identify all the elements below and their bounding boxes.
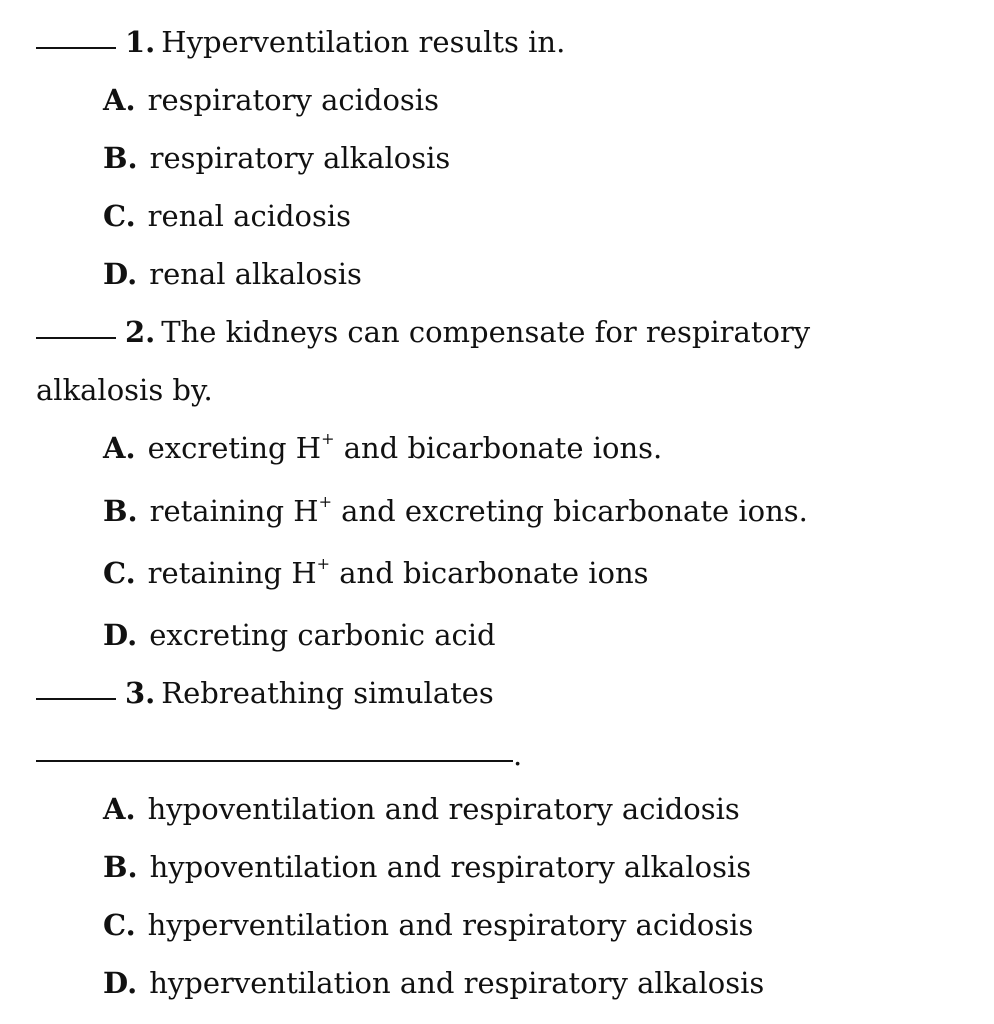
superscript-plus: + <box>316 554 331 574</box>
question-number: 1. <box>125 25 156 59</box>
option-text: hypoventilation and respiratory acidosis <box>147 792 740 826</box>
option-text: excreting carbonic acid <box>149 618 496 652</box>
option-letter: C. <box>103 556 136 590</box>
option-d <box>103 256 362 292</box>
option-text: hypoventilation and respiratory alkalosis <box>149 850 752 884</box>
option-d <box>103 965 764 1001</box>
fill-in-blank[interactable] <box>36 760 513 762</box>
question-stem: Rebreathing simulates <box>161 676 494 710</box>
option-letter: C. <box>103 199 136 233</box>
option-letter: D. <box>103 257 138 291</box>
option-letter: A. <box>103 431 136 465</box>
option-text: excreting H <box>147 431 322 465</box>
option-a <box>103 791 740 827</box>
option-text: retaining H <box>147 556 317 590</box>
option-letter: B. <box>103 850 138 884</box>
option-b <box>103 140 450 176</box>
question-number: 2. <box>125 315 156 349</box>
superscript-plus: + <box>318 492 332 512</box>
blank-period: . <box>513 738 523 772</box>
question-2-stem-continued <box>36 372 213 408</box>
answer-blank[interactable] <box>36 47 116 49</box>
option-text: respiratory acidosis <box>147 83 439 117</box>
option-letter: A. <box>103 792 136 826</box>
superscript-plus: + <box>321 429 335 449</box>
question-3-fill-line <box>36 737 522 773</box>
question-2-line <box>36 314 810 350</box>
answer-blank[interactable] <box>36 698 116 700</box>
option-text: renal acidosis <box>147 199 352 233</box>
option-text: retaining H <box>149 494 319 528</box>
option-letter: C. <box>103 908 136 942</box>
option-text-rest: and bicarbonate ions. <box>334 431 663 465</box>
option-b <box>103 849 751 885</box>
option-letter: D. <box>103 966 138 1000</box>
question-1-line <box>36 24 565 60</box>
option-b <box>103 493 808 529</box>
option-a <box>103 430 662 466</box>
option-letter: A. <box>103 83 136 117</box>
question-stem: Hyperventilation results in. <box>161 25 566 59</box>
option-text: hyperventilation and respiratory acidosis <box>147 908 754 942</box>
option-text: respiratory alkalosis <box>149 141 451 175</box>
option-text-rest: and excreting bicarbonate ions. <box>331 494 808 528</box>
option-c <box>103 198 351 234</box>
option-letter: B. <box>103 494 138 528</box>
option-c <box>103 907 753 943</box>
option-a <box>103 82 439 118</box>
question-stem-continued: alkalosis by. <box>36 373 213 407</box>
question-stem: The kidneys can compensate for respiratory <box>161 315 811 349</box>
answer-blank[interactable] <box>36 337 116 339</box>
option-text-rest: and bicarbonate ions <box>330 556 649 590</box>
option-letter: D. <box>103 618 138 652</box>
question-3-line <box>36 675 494 711</box>
option-letter: B. <box>103 141 138 175</box>
option-text: renal alkalosis <box>149 257 362 291</box>
option-d <box>103 617 496 653</box>
question-number: 3. <box>125 676 156 710</box>
option-c <box>103 555 649 591</box>
option-text: hyperventilation and respiratory alkalosis <box>149 966 765 1000</box>
